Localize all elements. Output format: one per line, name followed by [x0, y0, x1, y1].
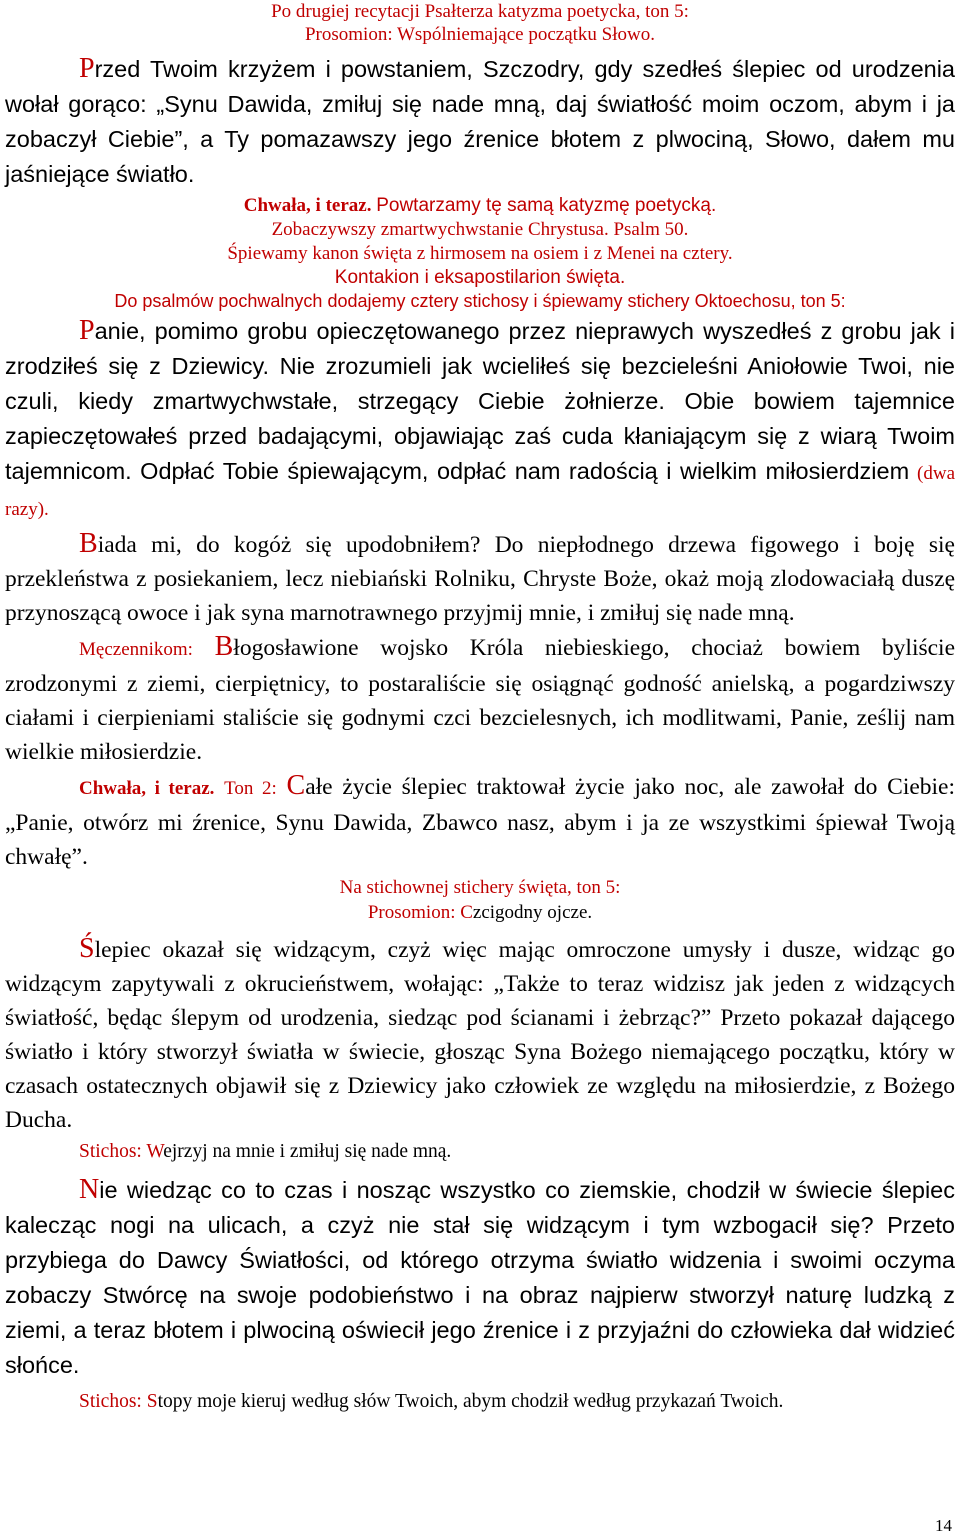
- paragraph-2: Panie, pomimo grobu opieczętowanego przez nieprawych wyszedłeś z grobu jak i zrodziłeś się z Dziewicy. Nie zrozumieli jak wcieliłeś się bezcieleśni Aniołowie Twoi, nie czuli, kiedy zmartwychwstałe, strzegący Ciebie żołnierze. Obie bowiem tajemnice zapieczętowałeś przed badającymi, objawiając zaś cuda kłaniającym się z wiarą Twoim tajemnicom. Odpłać Tobie śpiewającym, odpłać nam radością i wielkim miłosierdziem (dwa razy).: [5, 315, 955, 520]
- rubric-lauds: Do psalmów pochwalnych dodajemy cztery stichosy i śpiewamy stichery Oktoechosu, ton 5:: [114, 291, 846, 311]
- paragraph-4: Męczennikom: Błogosławione wojsko Króla niebieskiego, chociaż bowiem byliście zrodzonymi z ziemi, cierpiętnicy, to postaraliście się osiągnąć godność anielską, a pogardziwszy ciałami i cierpieniami staliście się godnymi czci bezcielesnych, ich modlitwami, Panie, ześlij nam wielkie miłosierdzie.: [5, 631, 956, 765]
- rubric-kontakion: Kontakion i eksapostilarion święta.: [334, 267, 626, 288]
- header-line-1: Po drugiej recytacji Psałterza katyzma poetycka, ton 5:: [271, 1, 689, 22]
- martyrs-label: Męczennikom:: [79, 639, 193, 660]
- paragraph-6: Ślepiec okazał się widzącym, czyż więc mając omroczone umysły i dusze, widząc go widzącym zapytywali z okrucieństwem, wołając: „Także to teraz widzisz jak jeden z widzących światłość, będąc ślepym od urodzenia, siedząc pod ścianami i żebrząc?” Przeto pokazał dającego światło i który stworzył światła w świecie, głosząc Syna Bożego niemającego początku, który w czasach ostatecznych objawił się z Dziewicy jako człowiek ze względu na miłosierdzie, z Bożego Ducha.: [5, 933, 955, 1133]
- rubric-canon: Śpiewamy kanon święta z hirmosem na osiem i z Menei na cztery.: [227, 243, 733, 264]
- rubric-glory: Chwała, i teraz. Powtarzamy tę samą katyzmę poetycką.: [243, 195, 717, 216]
- rubric-resurrection: Zobaczywszy zmartwychwstanie Chrystusa. Psalm 50.: [271, 219, 689, 240]
- initial-letter: P: [79, 53, 95, 84]
- document-page: [5, 0, 955, 1415]
- paragraph-text: rzed Twoim krzyżem i powstaniem, Szczodry, gdy szedłeś ślepiec od urodzenia wołał gorąco: „Synu Dawida, zmiłuj się nade mną, daj światłość moim oczom, abym i ja zobaczył Ciebie”, a Ty pomazawszy jego źrenice błotem z plwociną, Słowo, dałem mu jaśniejące światło.: [5, 56, 955, 187]
- paragraph-3: Biada mi, do kogóż się upodobniłem? Do niepłodnego drzewa figowego i boję się przekleństwa z posiekaniem, lecz niebiański Rolniku, Chryste Boże, okaż moją zlodowaciałą duszę przynoszącą owoce i jak syna marnotrawnego przyjmij mnie, i zmiłuj się nade mną.: [5, 528, 955, 626]
- page-number: 14: [935, 1516, 952, 1535]
- paragraph-5: Chwała, i teraz. Ton 2: Całe życie ślepiec traktował życie jako noc, ale zawołał do Ciebie: „Panie, otwórz mi źrenice, Synu Dawida, Zbawco nasz, abym i ja ze wszystkimi śpiewał Twoją chwałę”.: [5, 770, 956, 870]
- paragraph-7: Nie wiedząc co to czas i nosząc wszystko co ziemskie, chodził w świecie ślepiec kalecząc nogi na ulicach, a czyż nie stał się widzącym i tym wzbogacił się? Przeto przybiega do Dawcy Światłości, od którego otrzyma światło widzenia i swoimi oczyma zobaczy Stwórcę na swoje podobieństwo i na obraz najpierw stworzył naturę ludzką z ziemi, a teraz błotem i plwociną oświecił jego źrenice i z przyjaźni do człowieka dał widzieć słońce.: [5, 1174, 955, 1378]
- aposticha-prosomion: Prosomion: Czcigodny ojcze.: [367, 902, 593, 923]
- header-line-2: Prosomion: Wspólniemające początku Słowo.: [304, 24, 656, 45]
- stichos-1: Stichos: Wejrzyj na mnie i zmiłuj się nade mną.: [79, 1141, 452, 1162]
- paragraph-1: [5, 52, 955, 192]
- repeat-note: (dwa razy).: [5, 463, 955, 520]
- stichos-2: Stichos: Stopy moje kieruj według słów Twoich, abym chodził według przykazań Twoich.: [79, 1391, 784, 1412]
- aposticha-heading: Na stichownej stichery święta, ton 5:: [339, 877, 621, 898]
